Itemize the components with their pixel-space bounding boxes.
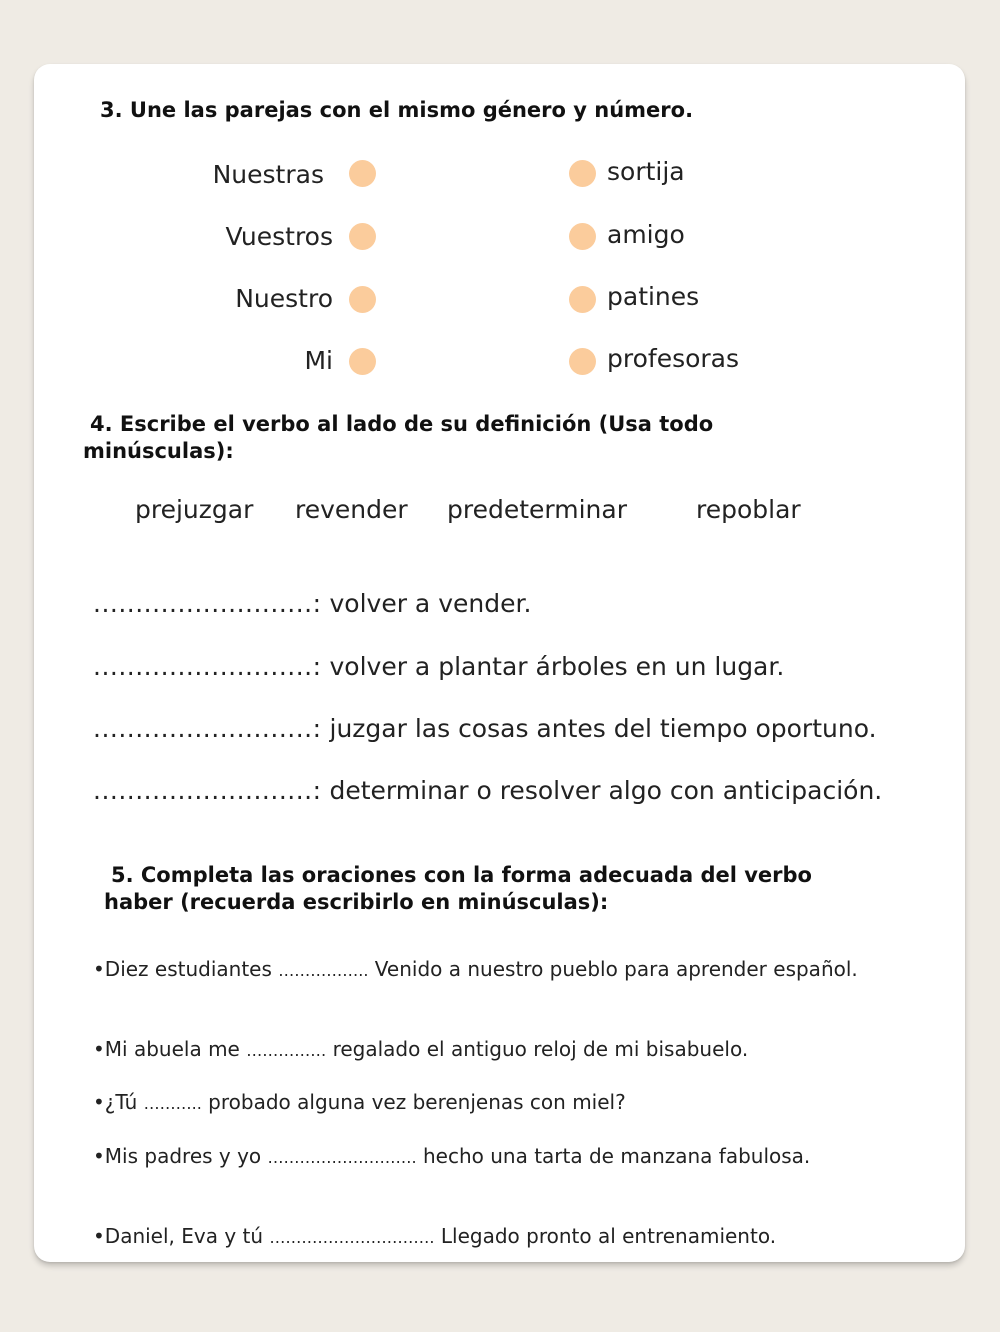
match-dot-left-4[interactable] [349, 348, 376, 375]
right-word-1: sortija [607, 157, 685, 186]
answer-blank-3[interactable]: ..........................: [93, 714, 322, 743]
sentence-4-gap[interactable]: ………………………. [267, 1148, 417, 1167]
sentence-5-after: Llegado pronto al entrenamiento. [440, 1224, 777, 1248]
right-word-4: profesoras [607, 344, 740, 373]
exercise-4-title-line2: minúsculas): [83, 439, 234, 463]
answer-blank-2[interactable]: ..........................: [93, 652, 322, 681]
sentence-1-before: •Diez estudiantes [93, 957, 272, 981]
left-word-3: Nuestro [235, 284, 333, 313]
match-dot-left-2[interactable] [349, 223, 376, 250]
match-dot-right-1[interactable] [569, 160, 596, 187]
sentence-5-before: •Daniel, Eva y tú [93, 1224, 264, 1248]
sentence-1-gap[interactable]: …………….. [278, 961, 369, 980]
definition-row-4 [93, 776, 882, 806]
definition-text-1: volver a vender. [329, 589, 532, 618]
sentence-5-gap[interactable]: …………………………. [269, 1228, 435, 1247]
exercise-4-title-line1: 4. Escribe el verbo al lado de su definición (Usa todo [90, 412, 714, 436]
match-dot-right-4[interactable] [569, 348, 596, 375]
exercise-3-title: 3. Une las parejas con el mismo género y número. [100, 98, 694, 122]
sentence-3-before: •¿Tú [93, 1090, 138, 1114]
left-word-4: Mi [304, 346, 333, 375]
sentence-4 [93, 1143, 895, 1171]
right-word-3: patines [607, 282, 700, 311]
right-word-2: amigo [607, 220, 685, 249]
match-dot-right-3[interactable] [569, 286, 596, 313]
left-word-1: Nuestras [212, 160, 324, 189]
sentence-2-gap[interactable]: …………… [246, 1041, 327, 1060]
word-bank-2: revender [295, 495, 408, 524]
definition-row-2 [93, 652, 784, 682]
definition-text-2: volver a plantar árboles en un lugar. [329, 652, 785, 681]
sentence-2 [93, 1036, 895, 1064]
sentence-2-after: regalado el antiguo reloj de mi bisabuelo. [332, 1037, 749, 1061]
exercise-5-title-line1: 5. Completa las oraciones con la forma adecuada del verbo [111, 863, 812, 887]
sentence-3-after: probado alguna vez berenjenas con miel? [208, 1090, 626, 1114]
word-bank-1: prejuzgar [135, 495, 254, 524]
definition-row-1 [93, 589, 531, 619]
left-word-2: Vuestros [225, 222, 333, 251]
answer-blank-1[interactable]: ..........................: [93, 589, 322, 618]
sentence-1-after: Venido a nuestro pueblo para aprender español. [374, 957, 858, 981]
definition-row-3 [93, 714, 877, 744]
sentence-1 [93, 956, 895, 984]
match-dot-right-2[interactable] [569, 223, 596, 250]
exercise-5-title-line2: haber (recuerda escribirlo en minúsculas): [104, 890, 609, 914]
definition-text-4: determinar o resolver algo con anticipación. [329, 776, 883, 805]
worksheet-card [34, 64, 965, 1262]
word-bank-3: predeterminar [447, 495, 627, 524]
definition-text-3: juzgar las cosas antes del tiempo oportuno. [329, 714, 877, 743]
sentence-3 [93, 1089, 895, 1117]
sentence-4-before: •Mis padres y yo [93, 1144, 262, 1168]
match-dot-left-3[interactable] [349, 286, 376, 313]
sentence-3-gap[interactable]: ……….. [143, 1094, 202, 1113]
sentence-4-after: hecho una tarta de manzana fabulosa. [422, 1144, 811, 1168]
sentence-5 [93, 1223, 895, 1251]
match-dot-left-1[interactable] [349, 160, 376, 187]
sentence-2-before: •Mi abuela me [93, 1037, 240, 1061]
answer-blank-4[interactable]: ..........................: [93, 776, 322, 805]
word-bank-4: repoblar [696, 495, 801, 524]
